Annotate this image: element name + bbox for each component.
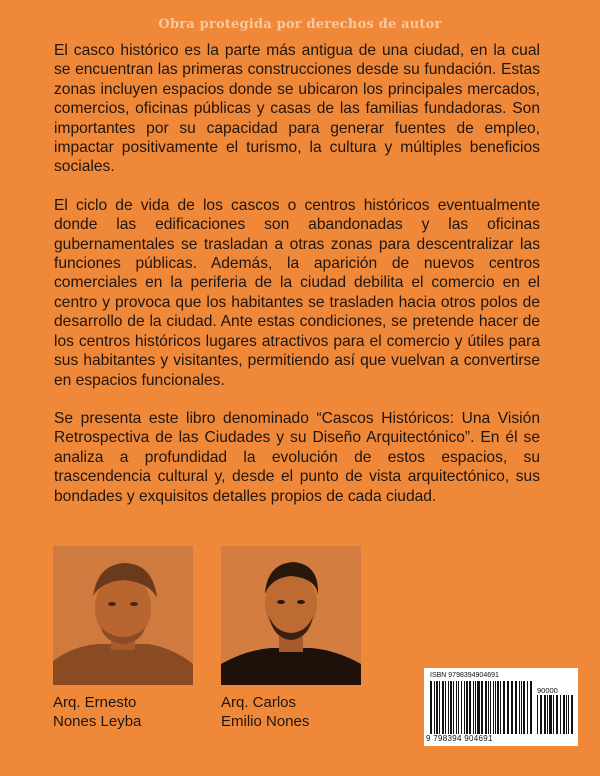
- author-name-line2: Nones Leyba: [53, 713, 142, 730]
- isbn-barcode: [424, 668, 578, 746]
- author-name-ernesto: [53, 693, 141, 731]
- paragraph-1: El casco histórico es la parte más antigua de una ciudad, en la cual se encuentran las primeras construcciones desde su fundación. Estas zonas incluyen espacios donde se ubicaron los principales mercados, comercios, oficinas públicas y casas de las familias fundadoras. Son importantes por su capacidad para generar fuentes de empleo, impactar positivamente el turismo, la cultura y múltiples beneficios sociales.: [54, 42, 540, 176]
- supplement-bars-icon: [537, 695, 573, 734]
- isbn-label: ISBN 9798394904691: [430, 672, 499, 679]
- author-name-line2: Emilio Nones: [221, 713, 310, 730]
- author-name-carlos: [221, 693, 309, 731]
- copyright-watermark-top: Obra protegida por derechos de autor: [158, 17, 442, 32]
- author-name-line1: Arq. Ernesto: [53, 694, 137, 711]
- author-name-line1: Arq. Carlos: [221, 694, 297, 711]
- price-code: 90000: [537, 686, 558, 695]
- paragraph-3: Se presenta este libro denominado “Cascos Históricos: Una Visión Retrospectiva de las Ciudades y su Diseño Arquitectónico”. En él se analiza a profundidad la evolución de estos espacios, su trascendencia cultural y, desde el punto de vista arquitectónico, sus bondades y exquisitos detalles propios de cada ciudad.: [54, 409, 540, 505]
- back-cover-text: [54, 41, 540, 525]
- barcode-bars-icon: [430, 681, 532, 734]
- barcode-digits: 9 798394 904691: [426, 734, 493, 743]
- paragraph-2: El ciclo de vida de los cascos o centros históricos eventualmente donde las edificaciones son abandonadas y las oficinas gubernamentales se trasladan a otras zonas para descentralizar las funciones públicas. Además, la aparición de nuevos centros comerciales en la periferia de la ciudad debilita el comercio en el centro y provoca que los habitantes se trasladen hacia otros polos de desarrollo de la ciudad. Ante estas condiciones, se pretende hacer de los centros históricos lugares atractivos para el comercio y útiles para sus habitantes y visitantes, permitiendo así que vuelvan a convertirse en espacios funcionales.: [54, 196, 540, 389]
- author-photo-carlos: [221, 546, 361, 685]
- author-photo-ernesto: [53, 546, 193, 685]
